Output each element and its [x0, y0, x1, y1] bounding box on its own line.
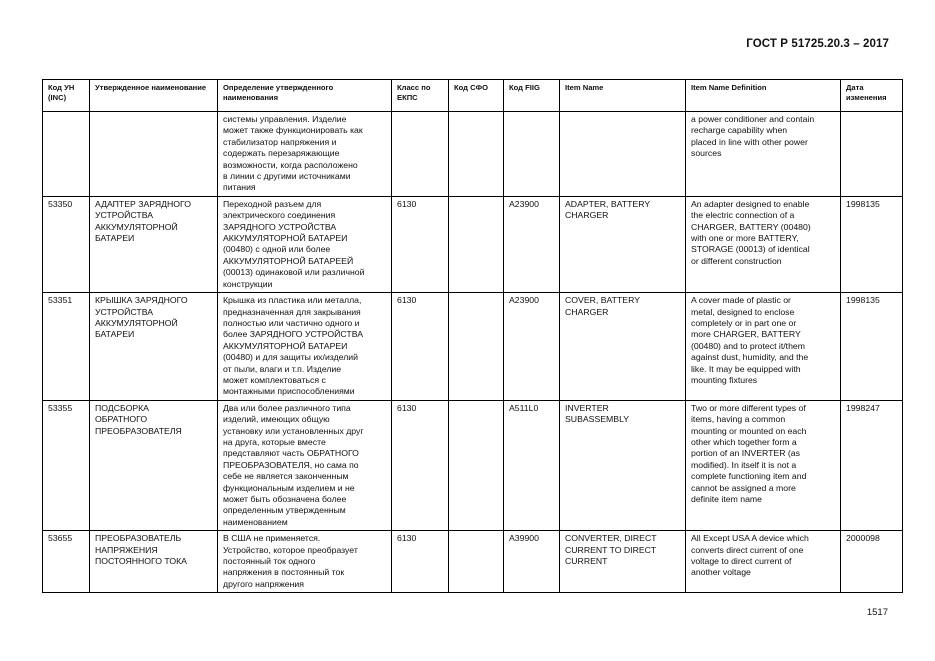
col-header-definition: Определение утвержденного наименования: [218, 80, 392, 112]
cell-approved-name: ПОДСБОРКА ОБРАТНОГО ПРЕОБРАЗОВАТЕЛЯ: [90, 400, 218, 530]
cell-inc: 53350: [43, 196, 90, 292]
cell-sfo: [449, 531, 504, 593]
table-row: [43, 400, 903, 530]
cell-sfo: [449, 400, 504, 530]
cell-fiig: A23900: [504, 293, 560, 401]
cell-fiig: [504, 112, 560, 197]
cell-approved-name: КРЫШКА ЗАРЯДНОГО УСТРОЙСТВА АККУМУЛЯТОРНОЙ БАТАРЕИ: [90, 293, 218, 401]
cell-item-definition: a power conditioner and contain recharge capability when placed in line with other power sources: [686, 112, 841, 197]
col-header-item-definition: Item Name Definition: [686, 80, 841, 112]
cell-sfo: [449, 293, 504, 401]
col-header-fiig: Код FIIG: [504, 80, 560, 112]
cell-definition: Два или более различного типа изделий, имеющих общую установку или установленных друг на друга, которые вместе представляют часть ОБРАТНОГО ПРЕОБРАЗОВАТЕЛЯ, но сама по себе не является законченным функциональным изделием и не может быть обозначена более определенным утвержденным наименованием: [218, 400, 392, 530]
cell-sfo: [449, 196, 504, 292]
col-header-approved-name: Утвержденное наименование: [90, 80, 218, 112]
cell-approved-name: АДАПТЕР ЗАРЯДНОГО УСТРОЙСТВА АККУМУЛЯТОРНОЙ БАТАРЕИ: [90, 196, 218, 292]
cell-class: 6130: [392, 196, 449, 292]
table-header-row: [43, 80, 903, 112]
cell-item-definition: An adapter designed to enable the electric connection of a CHARGER, BATTERY (00480) with one or more BATTERY, STORAGE (00013) of identical or different construction: [686, 196, 841, 292]
cell-definition: Крышка из пластика или металла, предназначенная для закрывания полностью или частично одного и более ЗАРЯДНОГО УСТРОЙСТВА АККУМУЛЯТОРНОЙ БАТАРЕИ (00480) и для защиты их/изделий от пыли, влаги и т.п. Изделие может комплектоваться с монтажными приспособлениями: [218, 293, 392, 401]
cell-date: 1998247: [841, 400, 903, 530]
page-number: 1517: [866, 607, 888, 618]
cell-item-name: ADAPTER, BATTERY CHARGER: [560, 196, 686, 292]
cell-fiig: A23900: [504, 196, 560, 292]
cell-class: 6130: [392, 293, 449, 401]
cell-inc: [43, 112, 90, 197]
cell-class: 6130: [392, 531, 449, 593]
table-row: [43, 196, 903, 292]
cell-date: 2000098: [841, 531, 903, 593]
cell-approved-name: ПРЕОБРАЗОВАТЕЛЬ НАПРЯЖЕНИЯ ПОСТОЯННОГО ТОКА: [90, 531, 218, 593]
cell-date: 1998135: [841, 293, 903, 401]
col-header-class: Класс по ЕКПС: [392, 80, 449, 112]
col-header-date: Дата изменения: [841, 80, 903, 112]
catalog-table: [42, 79, 903, 593]
cell-item-definition: A cover made of plastic or metal, designed to enclose completely or in part one or more CHARGER, BATTERY (00480) and to protect it/them against dust, humidity, and the like. It may be equipped with mounting fixtures: [686, 293, 841, 401]
cell-class: [392, 112, 449, 197]
cell-inc: 53355: [43, 400, 90, 530]
standard-designation: ГОСТ Р 51725.20.3 – 2017: [746, 38, 889, 50]
col-header-sfo: Код СФО: [449, 80, 504, 112]
cell-date: [841, 112, 903, 197]
cell-item-name: COVER, BATTERY CHARGER: [560, 293, 686, 401]
cell-inc: 53351: [43, 293, 90, 401]
cell-fiig: A511L0: [504, 400, 560, 530]
col-header-item-name: Item Name: [560, 80, 686, 112]
col-header-inc: Код УН (INC): [43, 80, 90, 112]
cell-sfo: [449, 112, 504, 197]
cell-item-definition: All Except USA A device which converts direct current of one voltage to direct current of another voltage: [686, 531, 841, 593]
cell-definition: В США не применяется. Устройство, которое преобразует постоянный ток одного напряжения в постоянный ток другого напряжения: [218, 531, 392, 593]
table-row: [43, 293, 903, 401]
table-row: [43, 531, 903, 593]
cell-item-name: INVERTER SUBASSEMBLY: [560, 400, 686, 530]
cell-definition: Переходной разъем для электрического соединения ЗАРЯДНОГО УСТРОЙСТВА АККУМУЛЯТОРНОЙ БАТАРЕИ (00480) с одной или более АККУМУЛЯТОРНОЙ БАТАРЕЕЙ (00013) одинаковой или различной конструкции: [218, 196, 392, 292]
cell-item-name: CONVERTER, DIRECT CURRENT TO DIRECT CURRENT: [560, 531, 686, 593]
cell-class: 6130: [392, 400, 449, 530]
cell-definition: системы управления. Изделие может также функционировать как стабилизатор напряжения и содержать перезаряжающие возможности, когда расположено в линии с другими источниками питания: [218, 112, 392, 197]
cell-date: 1998135: [841, 196, 903, 292]
cell-item-definition: Two or more different types of items, having a common mounting or mounted on each other which together form a portion of an INVERTER (as modified). In itself it is not a complete functioning item and cannot be assigned a more definite item name: [686, 400, 841, 530]
cell-approved-name: [90, 112, 218, 197]
cell-item-name: [560, 112, 686, 197]
cell-fiig: A39900: [504, 531, 560, 593]
cell-inc: 53655: [43, 531, 90, 593]
table-row: [43, 112, 903, 197]
